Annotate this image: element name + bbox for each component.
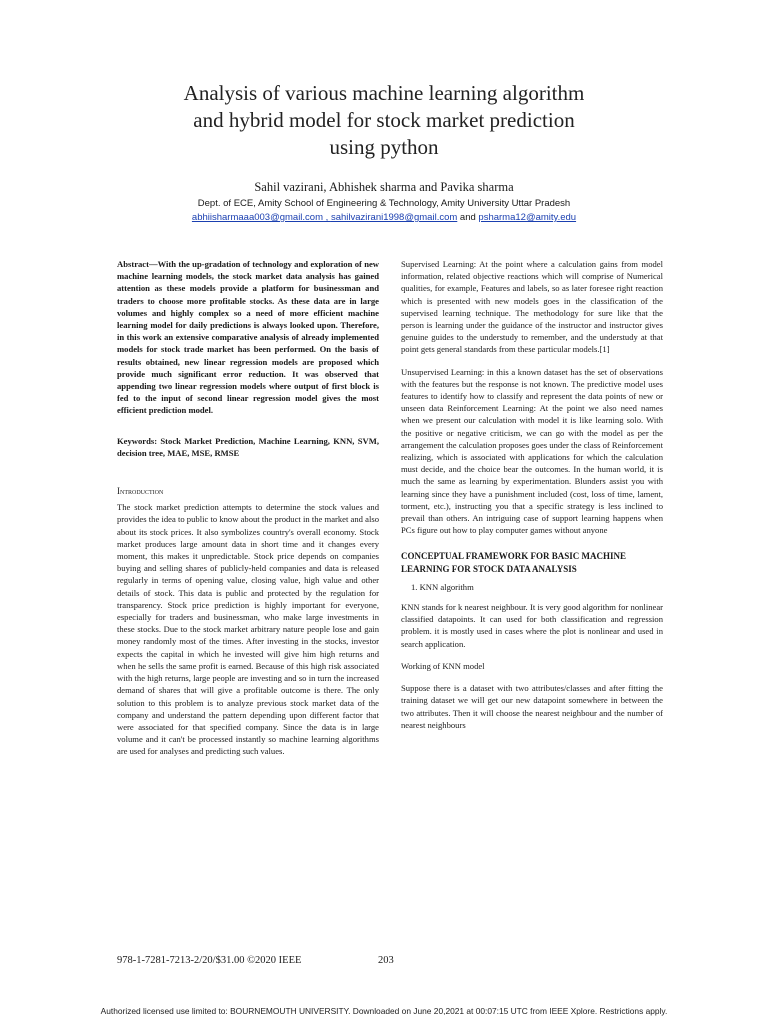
section-heading-introduction: Introduction	[117, 486, 164, 497]
email-link[interactable]: psharma12@amity.edu	[478, 212, 577, 223]
license-notice: Authorized licensed use limited to: BOURNEMOUTH UNIVERSITY. Downloaded on June 20,2021 at 00:07:15 UTC from IEEE Xplore. Restrictions apply.	[100, 1006, 668, 1016]
introduction-text: The stock market prediction attempts to determine the stock values and provides the idea to public to know about the product in the market and also about its stock prices. It also symbolizes country's overall economy. Stock market produces large amount data in short time and it changes every moment, this makes it unpredictable. Stock price depends on companies buying and selling shares of publicly-held companies and data is released regularly in terms of opening value, closing value, high value and other details of stock. This data is public and protected by the regulation for transparency. Stock price prediction is highly important for everyone, especially for traders and businessman, who make large investments in these stocks. Due to the stock market arbitrary nature people lose and gain money randomly most of the times. After investing in the stocks, investor expects the capital in which he invested will give him high returns and when he sells the same profit is earned. Because of this high risk associated with the high returns, large people are investing and so in turn the increased demand of shares that will give a profitable outcome is there. The only solution to this problem is to analyze previous stock market data of the company and understand the pattern depending upon different factor that were associated for that specified company. Since the data is in large volume and it can't be processed instantly so machine learning algorithms are used for analyses and predicting such values.	[117, 502, 379, 757]
email-separator: ,	[323, 212, 331, 223]
email-link[interactable]: sahilvazirani1998@gmail.com	[330, 212, 458, 223]
paper-title	[110, 80, 658, 161]
abstract: Abstract—With the up-gradation of technology and exploration of new machine learning models, the stock market data analysis has gained attention as these models provide a platform for businessman and traders to choose more profitable stocks. As these data are in large volumes and highly complex so a need of more efficient machine learning model for daily predictions is always looked upon. Therefore, in this work an extensive comparative analysis of already implemented models for stock trade market has been performed. On the basis of results obtained, new linear regression models are proposed which provide much significant error reduction. It was observed that appending two linear regression models where output of first block is fed to the input of second linear regression model gives the most efficient prediction model.	[117, 259, 379, 416]
affiliation: Dept. of ECE, Amity School of Engineering & Technology, Amity University Uttar Pradesh	[197, 198, 571, 209]
right-column	[401, 258, 663, 741]
email-and: and	[457, 212, 479, 223]
page-number: 203	[378, 955, 394, 966]
knn-working-paragraph: Suppose there is a dataset with two attributes/classes and after fitting the training dataset we will get our new datapoint somewhere in between the two attributes. Then it will choose the nearest neighbour and the number of nearest neighbours	[401, 683, 663, 730]
section-heading-framework: CONCEPTUAL FRAMEWORK FOR BASIC MACHINE LEARNING FOR STOCK DATA ANALYSIS	[401, 551, 627, 574]
knn-list-item: 1. KNN algorithm	[411, 581, 474, 592]
isbn-copyright: 978-1-7281-7213-2/20/$31.00 ©2020 IEEE	[117, 955, 302, 966]
title-line: using python	[329, 135, 439, 159]
title-line: and hybrid model for stock market prediction	[193, 108, 575, 132]
supervised-learning-paragraph: Supervised Learning: At the point where a calculation gains from model information, related objective reactions which will comprise of Numerical qualities, for example, Features and labels, so as later foresee right reaction which is presented with new models goes in the classification of the supervised learning technique. The methodology for sure like that the person is learning under the guidance of the instructor and instructor gives genuine guides to the understudy to remember, and the understudy at that point gets general standards from these particular models.[1]	[401, 259, 663, 355]
email-link[interactable]: abhiisharmaaa003@gmail.com	[191, 212, 324, 223]
title-line: Analysis of various machine learning algorithm	[183, 81, 585, 105]
unsupervised-learning-paragraph: Unsupervised Learning: in this a known dataset has the set of observations with the features but the response is not known. The predictive model uses features to identify how to classify and represent the data points of new or unseen data Reinforcement Learning: At the point we also need names when we present our calculation with model it is like learning solo. With the positive or negative criticism, we can go with the model as per the arrangement the calculation proposes goes under the class of Reinforcement realizing, which is associated with applications for which the calculation must decide, and the choice bear the outcomes. In the human world, it is much the same as learning by experimentation. Blunders assist you with learning since they have a punishment included (cost, loss of time, lament, torment, etc.), instructing you that a specific strategy is less inclined to prevail than others. An intriguing case of support learning happens when PCs figure out how to play computer games without anyone	[401, 366, 663, 536]
subheading-knn-working: Working of KNN model	[401, 660, 485, 671]
left-column	[117, 258, 379, 768]
author-emails	[0, 212, 768, 223]
knn-paragraph: KNN stands for k nearest neighbour. It is very good algorithm for nonlinear classified datapoints. It can used for both classification and regression problem. it is mostly used in cases where the plot is nonlinear and used in search application.	[401, 602, 663, 649]
keywords: Keywords: Stock Market Prediction, Machine Learning, KNN, SVM, decision tree, MAE, MSE, RMSE	[117, 435, 379, 458]
author-list: Sahil vazirani, Abhishek sharma and Pavika sharma	[254, 180, 514, 194]
